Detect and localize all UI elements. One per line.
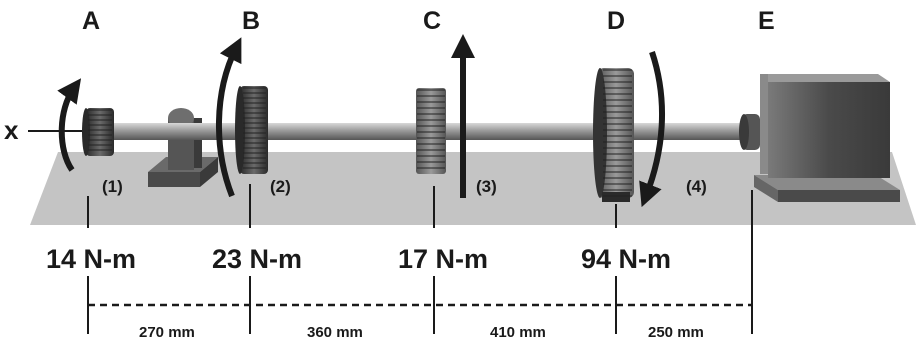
point-label-a: A — [82, 7, 101, 35]
x-axis-label: x — [4, 115, 19, 145]
torque-label-d: 94 N-m — [581, 244, 672, 274]
torque-label-b: 23 N-m — [212, 244, 303, 274]
segment-length-1: 270 mm — [139, 324, 195, 341]
segment-label-4: (4) — [686, 177, 707, 196]
segment-label-2: (2) — [270, 177, 291, 196]
segment-length-2: 360 mm — [307, 324, 363, 341]
segment-label-1: (1) — [102, 177, 123, 196]
point-label-b: B — [242, 7, 261, 35]
point-label-c: C — [423, 7, 442, 35]
gear-b — [235, 86, 268, 174]
torque-label-a: 14 N-m — [46, 244, 137, 274]
motor-e — [739, 74, 900, 202]
gear-c — [416, 88, 446, 174]
point-label-e: E — [758, 7, 775, 35]
segment-length-3: 410 mm — [490, 324, 546, 341]
segment-label-3: (3) — [476, 177, 497, 196]
segment-length-4: 250 mm — [648, 324, 704, 341]
point-label-d: D — [607, 7, 626, 35]
bearing-support — [148, 108, 218, 187]
torque-label-c: 17 N-m — [398, 244, 489, 274]
